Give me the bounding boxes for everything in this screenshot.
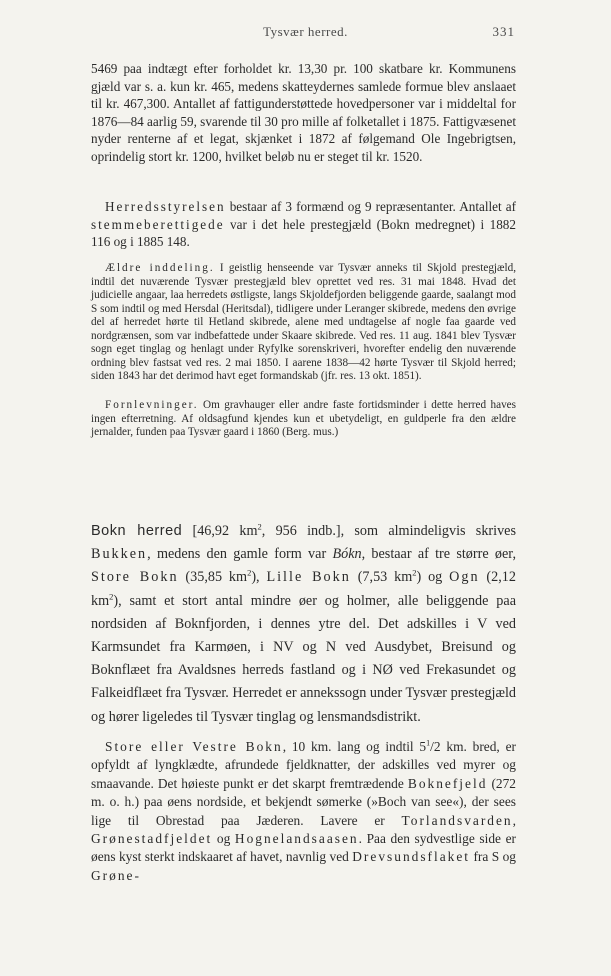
superscript: 2	[412, 567, 417, 578]
term-fornlevninger: Fornlevninger.	[105, 399, 199, 411]
paragraph-bokn-herred	[91, 520, 516, 729]
text-segment: , 956 indb.], som almindeligvis skrives	[261, 523, 517, 539]
text-segment: var i det hele prestegjæld (Bokn medregnet) i 1882 116 og i 1885 148.	[91, 216, 516, 250]
term-stemmeberettigede: stemmeberettigede	[91, 216, 225, 232]
term-boknefjeld: Boknefjeld	[407, 775, 488, 791]
text-segment: , 10 km. lang og indtil 5	[282, 739, 427, 754]
superscript: 2	[247, 567, 252, 578]
text-segment: , medens den gamle form var	[147, 546, 333, 563]
term-grone: Grøne-	[91, 867, 141, 883]
text-segment: [46,92 km	[182, 523, 258, 539]
text-segment: (2,12 km	[91, 569, 516, 609]
paragraph-store-bokn	[91, 738, 516, 885]
text-segment: ,	[512, 812, 516, 828]
term-aeldre-inddeling: Ældre inddeling.	[105, 262, 215, 274]
term-lille-bokn: Lille Bokn	[266, 569, 351, 586]
text-segment: bestaar af 3 formænd og 9 repræsentanter. Antallet af	[225, 199, 516, 214]
term-drevsundsflaket: Drevsundsflaket	[352, 849, 471, 865]
text-segment: . Paa den sydvestlige side er øens kyst sterkt indskaaret af havet, navnlig ved	[91, 831, 516, 865]
term-hognelandsaasen: Hognelandsaasen	[234, 831, 359, 847]
text-segment: Om gravhauger eller andre faste fortidsminder i dette herred haves ingen efterretning. Af oldsagfund kjendes kun et ubetydeligt, en guldperle fra den ældre jernalder, funden paa Tysvær gaard i 1860 (Berg. mus.)	[91, 399, 516, 438]
text-segment: (35,85 km	[178, 569, 248, 586]
term-torlandsvarden: Torlandsvarden	[401, 812, 513, 828]
text-segment: fra S og	[470, 849, 516, 865]
term-herredsstyrelsen: Herredsstyrelsen	[105, 199, 226, 214]
paragraph-herredsstyrelsen	[91, 198, 516, 251]
text-segment: (272 m. o. h.) paa øens nordside, et bekjendt sømerke (»Boch van see«), der sees lige til Obrestad paa Jæderen. Lavere er	[91, 775, 516, 828]
paragraph-poor-relief: 5469 paa indtægt efter forholdet kr. 13,30 pr. 100 skatbare kr. Kommunens gjæld var s. a. kun kr. 465, medens skatteydernes samlede formue blev anslaaet til kr. 467,300. Antallet af fattigunderstøttede hovedpersoner var i middeltal for 1876—84 aarlig 59, svarende til 30 pro mille af folketallet i 1875. Fattigvæsenet nyder renterne af et legat, skjænket i 1872 af følgemand Ole Ingebrigtsen, oprindelig stort kr. 1200, hvilket beløb nu er steget til kr. 1520.	[91, 61, 516, 164]
term-store-bokn: Store Bokn	[91, 569, 179, 586]
term-bukken: Bukken	[91, 546, 148, 563]
text-segment: I geistlig henseende var Tysvær anneks til Skjold prestegjæld, indtil det nuværende Tysvær prestegjæld blev oprettet ved res. 31 mai 1848. Hvad det judicielle angaar, laa herredets østligste, langs Skjoldefjorden beliggende gaarde, saalangt mod S som indtil og med Hersdal (Heritsdal), tidligere under Leranger skibrede, medens den øvrige del af herredet hørte til Hetland skibrede, alene med undtagelse af nogle faa gaarde ved nordgrænsen, som var indbefattede under Skaare skibrede. Ved res. 11 aug. 1841 blev Tysvær sogn eget tinglag og henlagt under Ryfylke sorenskriveri, hvorefter endelig den nuværende ordning blev fastsat ved res. 2 mai 1850. I aarene 1838—42 hørte Tysvær til Skjold herred; siden 1843 har det derimod havt eget formandskab (jfr. res. 13 okt. 1851).	[91, 262, 516, 382]
superscript: 2	[109, 590, 114, 601]
running-head-title: Tysvær herred.	[263, 24, 348, 39]
text-segment: /2 km. bred, er opfyldt af lyngklædte, afrundede fjeldknatter, der adskilles ved myrer og smaavande. Det høieste punkt er det skarpt fremtrædende	[91, 739, 516, 791]
term-ogn: Ogn	[449, 569, 480, 586]
text-segment: ),	[251, 569, 267, 586]
running-head	[0, 24, 611, 44]
term-bokn-old: Bókn	[332, 546, 362, 563]
term-gronestadfjeldet: Grønestadfjeldet	[91, 831, 213, 847]
text-segment: , bestaar af tre større øer,	[361, 546, 516, 563]
superscript: 1	[426, 738, 431, 748]
term-store-eller-vestre-bokn: Store eller Vestre Bokn	[105, 739, 283, 754]
text-segment: ) og	[416, 569, 450, 586]
section-heading-bokn-herred: Bokn herred	[91, 523, 183, 539]
paragraph-aeldre-inddeling	[91, 262, 516, 384]
paragraph-fornlevninger	[91, 399, 516, 440]
text-segment: (7,53 km	[350, 569, 413, 586]
text-segment: ), samt et stort antal mindre øer og holmer, alle beliggende paa nordsiden af Boknfjorden, i dennes ytre del. Det adskilles i V ved Karmsundet fra Karmøen, i NV og N ved Ausdybet, Breisund og Boknflæet fra Avaldsnes herreds fastland og i NØ ved Frekasundet og Falkeidflæet fra Tysvær. Herredet er annekssogn under Tysvær prestegjæld og hører ligeledes til Tysvær tinglag og lensmandsdistrikt.	[91, 592, 516, 725]
page-number: 331	[492, 24, 515, 39]
text-segment: og	[212, 831, 235, 847]
superscript: 2	[257, 521, 262, 532]
